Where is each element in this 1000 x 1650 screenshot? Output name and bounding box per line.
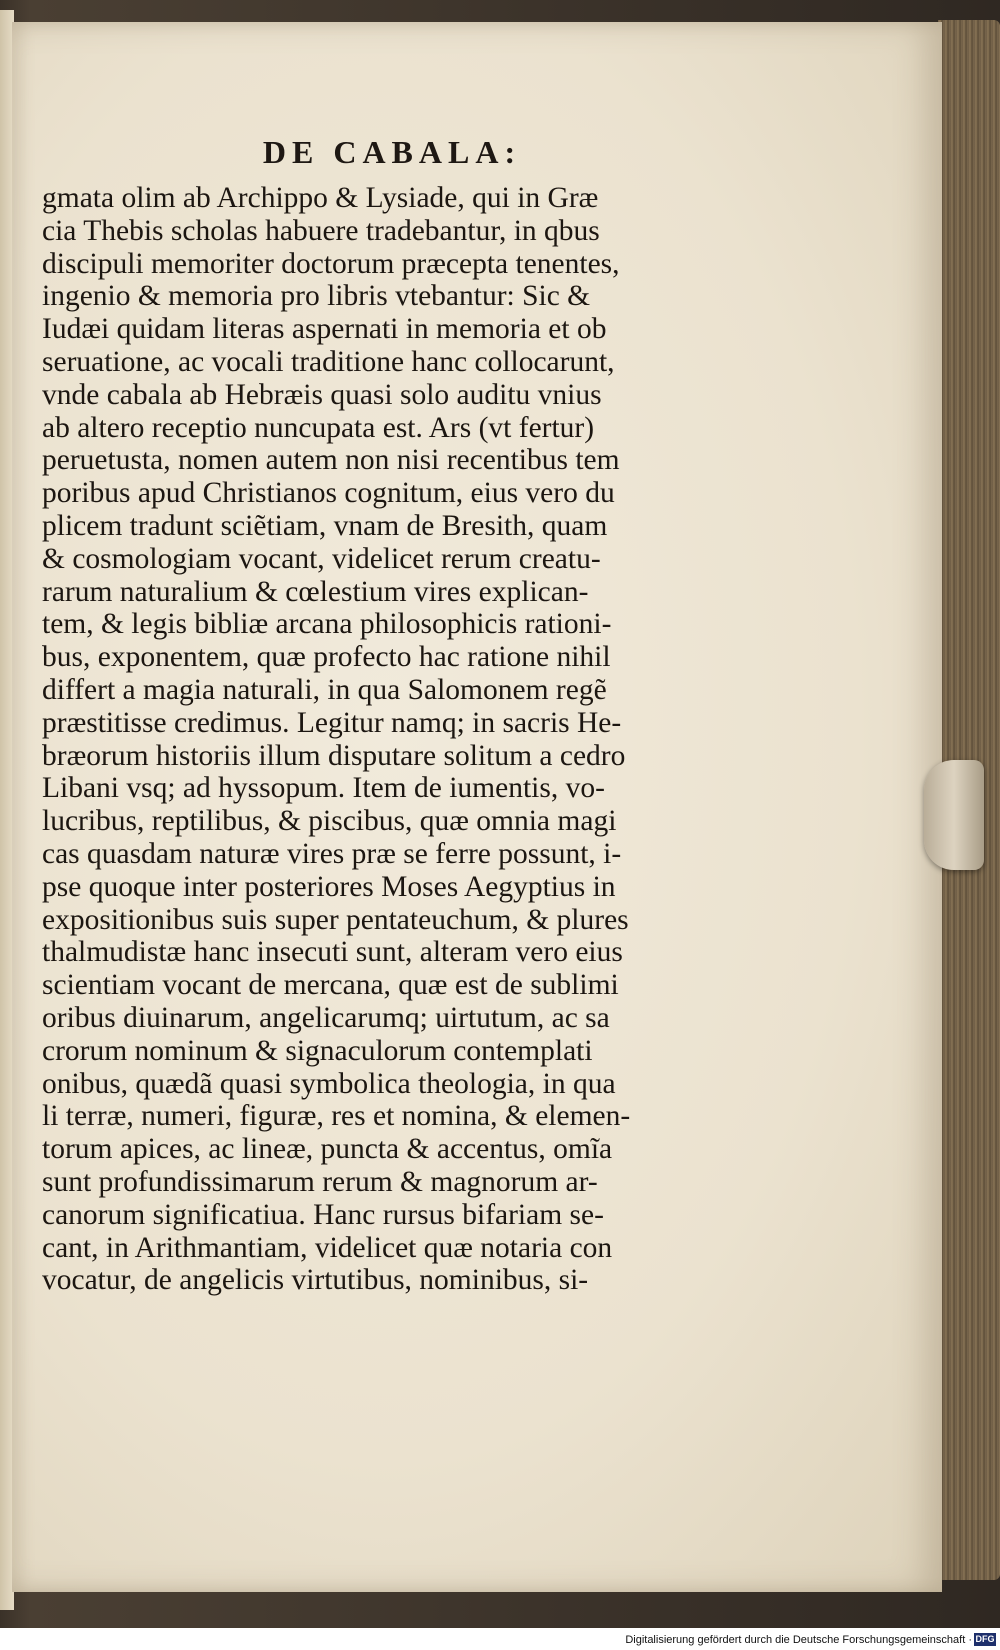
text-line: tem, & legis bibliæ arcana philosophicis rationi- <box>42 608 612 641</box>
text-line: præstitisse credimus. Legitur namq; in sacris He- <box>42 706 622 739</box>
text-line: gmata olim ab Archippo & Lysiade, qui in Græ <box>42 182 599 214</box>
text-line: peruetusta, nomen autem non nisi recentibus tem <box>42 444 620 477</box>
book-page <box>12 22 942 1592</box>
digitization-footer <box>0 1628 1000 1650</box>
text-line: scientiam vocant de mercana, quæ est de sublimi <box>42 969 619 1002</box>
text-line: canorum significatiua. Hanc rursus bifariam se- <box>42 1198 604 1231</box>
text-line: oribus diuinarum, angelicarumq; uirtutum, ac sa <box>42 1001 610 1034</box>
text-line: cant, in Arithmantiam, videlicet quæ notaria con <box>42 1231 613 1264</box>
dfg-logo: DFG <box>975 1634 995 1644</box>
text-line: rarum naturalium & cœlestium vires explican- <box>42 575 589 608</box>
text-line: ingenio & memoria pro libris vtebantur: Sic & <box>42 280 591 313</box>
text-line: thalmudistæ hanc insecuti sunt, alteram vero eius <box>42 936 623 969</box>
text-line: vnde cabala ab Hebræis quasi solo auditu vnius <box>42 378 602 411</box>
text-line: bræorum historiis illum disputare solitum a cedro <box>42 739 626 772</box>
text-line: plicem tradunt sciẽtiam, vnam de Bresith, quam <box>42 509 608 542</box>
book-clasp <box>924 760 984 870</box>
text-line: crorum nominum & signaculorum contemplati <box>42 1034 593 1067</box>
text-line: seruatione, ac vocali traditione hanc collocarunt, <box>42 345 615 378</box>
text-line: ab altero receptio nuncupata est. Ars (vt fertur) <box>42 411 595 444</box>
text-line: cas quasdam naturæ vires præ se ferre possunt, i- <box>42 837 622 870</box>
text-line: differt a magia naturali, in qua Salomonem regẽ <box>42 673 607 706</box>
text-line: discipuli memoriter doctorum præcepta tenentes, <box>42 247 620 280</box>
text-line: cia Thebis scholas habuere tradebantur, in qbus <box>42 214 600 247</box>
text-line: pse quoque inter posteriores Moses Aegyptius in <box>42 870 616 903</box>
running-head: DE CABALA: <box>262 134 522 170</box>
text-line: sunt profundissimarum rerum & magnorum ar- <box>42 1165 598 1198</box>
text-line: expositionibus suis super pentateuchum, & plures <box>42 903 629 936</box>
text-line: vocatur, de angelicis virtutibus, nominibus, si- <box>42 1264 589 1297</box>
text-line: lucribus, reptilibus, & piscibus, quæ omnia magi <box>42 805 617 838</box>
text-line: poribus apud Christianos cognitum, eius vero du <box>42 477 615 510</box>
body-text <box>42 182 742 1297</box>
text-line: bus, exponentem, quæ profecto hac ratione nihil <box>42 641 611 674</box>
text-line: li terræ, numeri, figuræ, res et nomina, & elemen- <box>42 1100 631 1133</box>
text-line: Libani vsq; ad hyssopum. Item de iumentis, vo- <box>42 772 605 805</box>
text-line: Iudæi quidam literas aspernati in memoria et ob <box>42 313 607 346</box>
text-line: onibus, quædã quasi symbolica theologia, in qua <box>42 1067 616 1100</box>
text-line: & cosmologiam vocant, videlicet rerum creatu- <box>42 542 601 575</box>
text-line: torum apices, ac lineæ, puncta & accentus, omĩa <box>42 1133 613 1166</box>
funding-credit: Digitalisierung gefördert durch die Deutsche Forschungsgemeinschaft · <box>625 1634 972 1646</box>
